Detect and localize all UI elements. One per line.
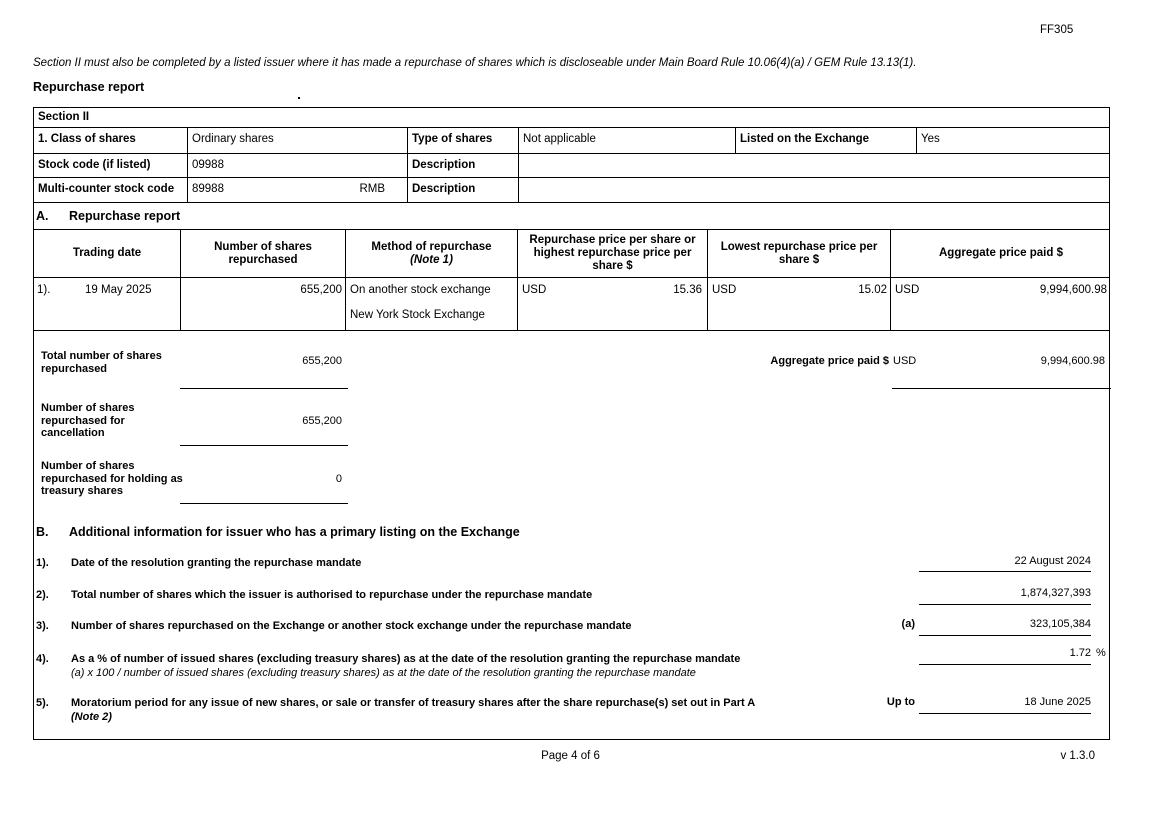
multi-counter-currency: RMB xyxy=(359,183,385,195)
b3-label: Number of shares repurchased on the Exchange or another stock exchange under the repurchase mandate xyxy=(71,620,632,632)
aggregate-paid-underline xyxy=(892,388,1111,389)
b5-value: 18 June 2025 xyxy=(1024,696,1091,708)
multi-counter-value: 89988 xyxy=(192,183,224,195)
method-line1: On another stock exchange xyxy=(350,284,491,296)
part-a-table-header xyxy=(34,229,1109,278)
b1-num: 1). xyxy=(36,557,49,569)
treasury-underline xyxy=(180,503,348,504)
stray-mark xyxy=(298,97,300,99)
intro-note: Section II must also be completed by a listed issuer where it has made a repurchase of shares which is discloseable under Main Board Rule 10.06(4)(a) / GEM Rule 13.13(1). xyxy=(33,57,917,69)
description2-value xyxy=(518,178,1111,202)
col-trading-date: Trading date xyxy=(72,247,142,259)
aggregate-value: 9,994,600.98 xyxy=(1039,284,1107,296)
class-of-shares-label: 1. Class of shares xyxy=(38,133,136,145)
form-code: FF305 xyxy=(1040,24,1074,36)
price-high-value: 15.36 xyxy=(673,284,702,296)
type-of-shares-value: Not applicable xyxy=(518,128,735,153)
part-a-letter: A. xyxy=(36,209,49,223)
listed-on-exchange-value: Yes xyxy=(916,128,1111,153)
b1-value: 22 August 2024 xyxy=(1014,555,1091,567)
b2-underline xyxy=(919,604,1091,605)
multi-counter-value-cell xyxy=(187,178,407,202)
multi-counter-label: Multi-counter stock code xyxy=(38,183,175,195)
cancellation-value: 655,200 xyxy=(302,415,342,427)
section-ii-label: Section II xyxy=(38,111,90,123)
b4-suffix: % xyxy=(1096,647,1106,659)
trading-date-cell xyxy=(34,278,180,330)
description-value xyxy=(518,154,1111,177)
total-shares-underline xyxy=(180,388,348,389)
b5-sublabel: (Note 2) xyxy=(71,711,112,723)
multi-counter-row xyxy=(34,178,1109,203)
b2-value: 1,874,327,393 xyxy=(1020,587,1091,599)
cancellation-underline xyxy=(180,445,348,446)
part-b-title: Additional information for issuer who has a primary listing on the Exchange xyxy=(69,525,520,539)
aggregate-paid-currency: USD xyxy=(893,355,917,367)
b4-value: 1.72 xyxy=(1069,647,1091,659)
aggregate-cell xyxy=(890,278,1111,330)
col-method-note: (Note 1) xyxy=(410,253,453,266)
stock-code-label: Stock code (if listed) xyxy=(38,159,151,171)
num-shares-value: 655,200 xyxy=(180,278,345,330)
b3-value: 323,105,384 xyxy=(1029,618,1091,630)
col-method-label: Method of repurchase xyxy=(371,240,492,253)
method-cell xyxy=(345,278,517,330)
part-a-table-row xyxy=(34,278,1109,331)
stock-code-row xyxy=(34,154,1109,178)
b2-label: Total number of shares which the issuer is authorised to repurchase under the repurchase mandate xyxy=(71,589,593,601)
col-num-shares: Number of shares repurchased xyxy=(180,230,345,277)
b4-num: 4). xyxy=(36,653,49,665)
b4-sublabel: (a) x 100 / number of issued shares (excluding treasury shares) as at the date of the resolution granting the repurchase mandate xyxy=(71,667,696,679)
col-aggregate: Aggregate price paid $ xyxy=(890,230,1111,277)
price-low-value: 15.02 xyxy=(858,284,887,296)
total-shares-value: 655,200 xyxy=(302,355,342,367)
aggregate-currency: USD xyxy=(895,284,920,296)
part-a-heading-strip xyxy=(34,203,1109,229)
stock-code-value: 09988 xyxy=(187,154,407,177)
form-box xyxy=(33,107,1110,740)
b4-underline xyxy=(919,664,1091,665)
b3-marker: (a) xyxy=(901,618,915,630)
col-price-low: Lowest repurchase price per share $ xyxy=(707,230,890,277)
part-a-title: Repurchase report xyxy=(69,209,181,223)
b1-underline xyxy=(919,571,1091,572)
trading-date-value: 19 May 2025 xyxy=(85,284,152,296)
col-method xyxy=(345,230,517,277)
section-ii-row xyxy=(34,108,1109,128)
cancellation-label: Number of shares repurchased for cancellation xyxy=(41,402,135,439)
type-of-shares-label: Type of shares xyxy=(407,128,518,153)
price-low-currency: USD xyxy=(712,284,737,296)
b3-num: 3). xyxy=(36,620,49,632)
class-of-shares-value: Ordinary shares xyxy=(187,128,407,153)
page-title: Repurchase report xyxy=(33,80,145,94)
price-high-currency: USD xyxy=(522,284,547,296)
col-price-high: Repurchase price per share or highest repurchase price per share $ xyxy=(517,230,707,277)
b5-underline xyxy=(919,713,1091,714)
b5-prefix: Up to xyxy=(886,696,915,708)
b5-label: Moratorium period for any issue of new shares, or sale or transfer of treasury shares after the share repurchase(s) set out in Part A xyxy=(71,697,756,709)
row-index: 1). xyxy=(37,284,51,296)
treasury-value: 0 xyxy=(335,473,342,485)
b3-underline xyxy=(919,635,1091,636)
treasury-label: Number of shares repurchased for holding as treasury shares xyxy=(41,460,183,497)
class-of-shares-row xyxy=(34,128,1109,154)
page-indicator: Page 4 of 6 xyxy=(541,750,600,762)
version-label: v 1.3.0 xyxy=(1060,750,1095,762)
price-low-cell xyxy=(707,278,890,330)
price-high-cell xyxy=(517,278,707,330)
listed-on-exchange-label: Listed on the Exchange xyxy=(735,128,916,153)
description2-label: Description xyxy=(407,178,518,202)
b1-label: Date of the resolution granting the repurchase mandate xyxy=(71,557,362,569)
aggregate-paid-label: Aggregate price paid $ xyxy=(770,355,889,367)
b5-num: 5). xyxy=(36,697,49,709)
aggregate-paid-value: 9,994,600.98 xyxy=(1040,355,1105,367)
b4-label: As a % of number of issued shares (excluding treasury shares) as at the date of the resolution granting the repurchase mandate xyxy=(71,653,741,665)
b2-num: 2). xyxy=(36,589,49,601)
part-b-letter: B. xyxy=(36,525,49,539)
total-shares-label: Total number of shares repurchased xyxy=(41,350,162,375)
description-label: Description xyxy=(407,154,518,177)
method-line2: New York Stock Exchange xyxy=(350,309,485,321)
